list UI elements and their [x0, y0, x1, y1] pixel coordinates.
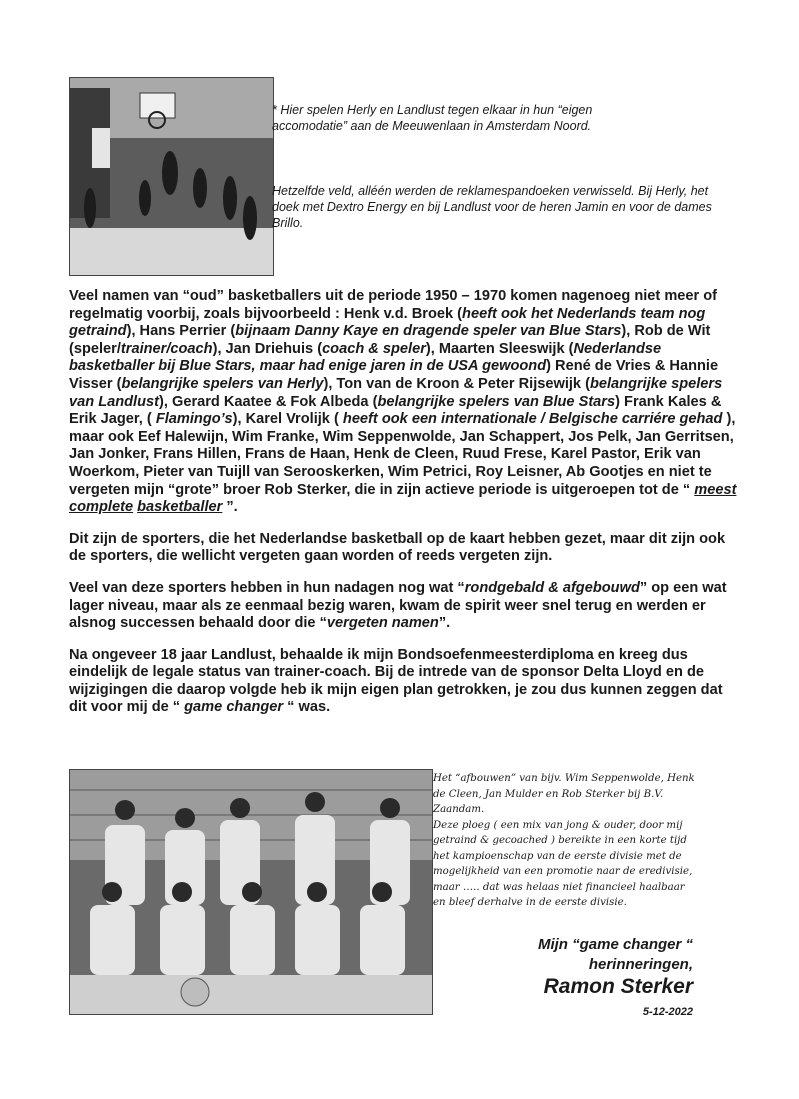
team-photo-caption [433, 771, 695, 911]
team-photo [69, 769, 433, 1015]
paragraph-landlust: Na ongeveer 18 jaar Landlust, behaalde ik mijn Bondsoefenmeesterdiploma en kreeg dus eindelijk de legale status van trainer-coach. Bij de intrede van de sponsor Delta Lloyd en de wijzigingen die daarop volgde heb ik mijn eigen plan getrokken, je zou dus kunnen zeggen dat dit voor mij de “ game changer “ was. [69, 646, 723, 716]
paragraph-names: Veel namen van “oud” basketballers uit de periode 1950 – 1970 komen nagenoeg niet meer of regelmatig voorbij, zoals bijvoorbeeld : Henk v.d. Broek (heeft ook het Nederlands team nog getraind), Hans Perrier (bijnaam Danny Kaye en dragende speler van Blue Stars), Rob de Wit (speler/trainer/coach), Jan Driehuis (coach & speler), Maarten Sleeswijk (Nederlandse basketballer bij Blue Stars, maar had enige jaren in de USA gewoond) René de Vries & Hannie Visser (belangrijke spelers van Herly), Ton van de Kroon & Peter Rijsewijk (belangrijke spelers van Landlust), Gerard Kaatee & Fok Albeda (belangrijke spelers van Blue Stars) Frank Kales & Erik Jager, ( Flamingo’s), Karel Vrolijk ( heeft ook een internationale / Belgische carriére gehad ), maar ook Eef Halewijn, Wim Franke, Wim Seppenwolde, Jan Schappert, Jos Pelk, Jan Gerritsen, Jan Jonker, Frans Hillen, Frans de Haan, Henk de Cleen, Ruud Frese, Karel Pastor, Erik van Woerkom, Pieter van Tuijll van Serooskerken, Wim Petrici, Roy Leisner, Ab Gootjes en niet te vergeten mijn “grote” broer Rob Sterker, die in zijn actieve periode is uitgeroepen tot de “ meest complete basketballer ”. [69, 288, 737, 516]
team-photo-image [70, 770, 432, 1014]
signature-line-2: herinneringen, [588, 956, 693, 973]
photo-caption-top: * Hier spelen Herly en Landlust tegen elkaar in hun “eigen accomodatie” aan de Meeuwenlaan in Amsterdam Noord. [272, 103, 593, 133]
side-caption-intro: Het “afbouwen” van bijv. Wim Seppenwolde, Henk de Cleen, Jan Mulder en Rob Sterker bij B.V. Zaandam. [433, 773, 695, 815]
signature-line-1: Mijn “game changer “ [537, 936, 693, 953]
signature-heading [493, 935, 693, 975]
signature-date: 5-12-2022 [642, 1006, 693, 1018]
main-text [69, 288, 739, 731]
basketball-match-photo-image [70, 78, 273, 275]
paragraph-sporters: Dit zijn de sporters, die het Nederlandse basketball op de kaart hebben gezet, maar dit zijn ook de sporters, die wellicht vergeten gaan worden of reeds vergeten zijn. [69, 530, 726, 565]
photo-caption-detail: Hetzelfde veld, alléén werden de reklamespandoeken verwisseld. Bij Herly, het doek met Dextro Energy en bij Landlust voor de heren Jamin en voor de dames Brillo. [272, 184, 712, 230]
signature-name: Ramon Sterker [543, 975, 693, 998]
side-caption-detail: Deze ploeg ( een mix van jong & ouder, door mij getraind & gecoached ) bereikte in een korte tijd het kampioenschap van de eerste divisie met de mogelijkheid van een promotie naar de eredivisie, maar ….. dat was helaas niet financieel haalbaar en bleef derhalve in de eerste divisie. [433, 819, 693, 908]
basketball-match-photo [69, 77, 274, 276]
paragraph-nadagen: Veel van deze sporters hebben in hun nadagen nog wat “rondgebald & afgebouwd” op een wat lager niveau, maar als ze eenmaal bezig waren, kwam de spirit weer snel terug en werden er alsnog successen behaald door die “vergeten namen”. [69, 579, 727, 632]
